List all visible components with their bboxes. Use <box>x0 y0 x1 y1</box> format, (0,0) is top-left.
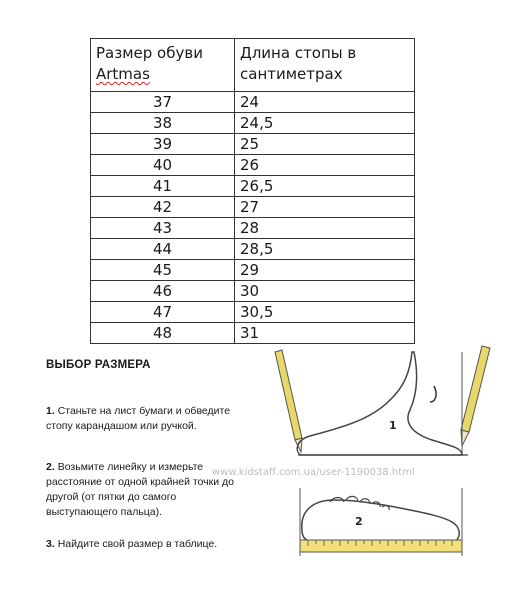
toes <box>330 496 389 510</box>
header-foot-length-line1: Длина стопы в <box>240 44 357 62</box>
size-cell: 44 <box>91 239 235 260</box>
step-2-number: 2. <box>46 461 55 473</box>
length-cell: 28 <box>235 218 415 239</box>
header-shoe-size-brand: Artmas <box>96 65 150 83</box>
length-cell: 26 <box>235 155 415 176</box>
size-cell: 39 <box>91 134 235 155</box>
size-cell: 47 <box>91 302 235 323</box>
size-cell: 42 <box>91 197 235 218</box>
right-pencil-icon <box>461 346 490 446</box>
header-foot-length-line2: сантиметрах <box>240 65 343 83</box>
length-cell: 29 <box>235 260 415 281</box>
ruler-icon <box>300 540 462 552</box>
ankle-mark <box>430 386 436 402</box>
size-cell: 40 <box>91 155 235 176</box>
size-guide-heading: ВЫБОР РАЗМЕРА <box>46 359 151 371</box>
header-shoe-size-line1: Размер обуви <box>96 44 203 62</box>
length-cell: 30 <box>235 281 415 302</box>
size-cell: 37 <box>91 92 235 113</box>
step-1-text: Станьте на лист бумаги и обведите стопу карандашом или ручкой. <box>46 405 231 432</box>
length-cell: 28,5 <box>235 239 415 260</box>
watermark-text: www.kidstaff.com.ua/user-1190038.html <box>212 467 415 478</box>
step-3-number: 3. <box>46 538 55 550</box>
length-cell: 26,5 <box>235 176 415 197</box>
step-1-number: 1. <box>46 405 55 417</box>
step-2-text: Возьмите линейку и измерьте расстояние от одной крайней точки до другой (от пятки до самого выступающего пальца). <box>46 461 234 518</box>
size-cell: 46 <box>91 281 235 302</box>
length-cell: 27 <box>235 197 415 218</box>
length-cell: 24,5 <box>235 113 415 134</box>
length-cell: 31 <box>235 323 415 344</box>
length-cell: 24 <box>235 92 415 113</box>
label-top: 2 <box>355 515 363 528</box>
foot-side-icon <box>297 352 462 455</box>
size-cell: 38 <box>91 113 235 134</box>
size-cell: 43 <box>91 218 235 239</box>
pencil-body <box>275 350 302 440</box>
left-pencil-icon <box>275 350 302 452</box>
length-cell: 25 <box>235 134 415 155</box>
label-side: 1 <box>389 419 397 432</box>
length-cell: 30,5 <box>235 302 415 323</box>
pencil-body <box>461 346 490 432</box>
size-cell: 48 <box>91 323 235 344</box>
step-3-text: Найдите свой размер в таблице. <box>57 538 218 550</box>
size-cell: 41 <box>91 176 235 197</box>
size-cell: 45 <box>91 260 235 281</box>
